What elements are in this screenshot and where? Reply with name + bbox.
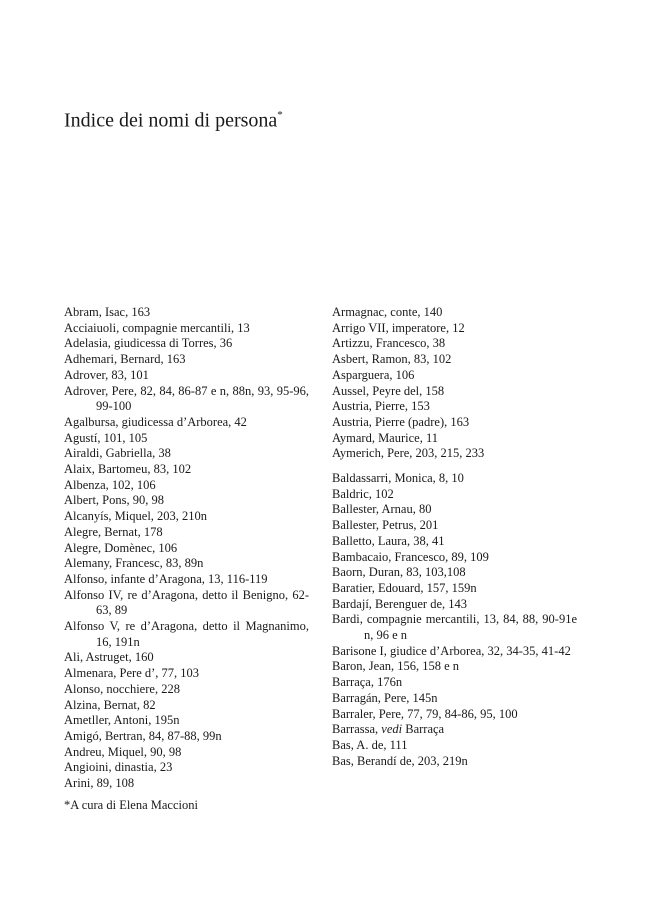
index-entry: Artizzu, Francesco, 38 — [332, 336, 446, 351]
index-entry: Bardají, Berenguer de, 143 — [332, 596, 468, 611]
index-entry: Airaldi, Gabriella, 38 — [64, 446, 171, 461]
index-entry: Alegre, Domènec, 106 — [64, 540, 178, 555]
index-entry: Adrover, Pere, 82, 84, 86-87 e n, 88n, 93, 95-96, 99-100 — [64, 383, 309, 414]
index-entry: Aymard, Maurice, 11 — [332, 430, 438, 445]
index-entry: Alfonso, infante d’Aragona, 13, 116-119 — [64, 571, 268, 586]
index-entry: Baratier, Edouard, 157, 159n — [332, 580, 477, 595]
index-entry: Acciaiuoli, compagnie mercantili, 13 — [64, 320, 250, 335]
index-entry: Baldassarri, Monica, 8, 10 — [332, 471, 464, 486]
index-entry: Abram, Isac, 163 — [64, 305, 151, 319]
index-entry: Arini, 89, 108 — [64, 776, 135, 791]
index-column-left — [64, 305, 309, 792]
index-entry: Austria, Pierre (padre), 163 — [332, 414, 470, 429]
index-entry: Bardi, compagnie mercantili, 13, 84, 88, 90-91e n, 96 e n — [332, 612, 577, 643]
index-entry: Ali, Astruget, 160 — [64, 650, 154, 665]
index-entry: Adhemari, Bernard, 163 — [64, 352, 186, 367]
index-entry: Arrigo VII, imperatore, 12 — [332, 320, 465, 335]
index-entry: Aymerich, Pere, 203, 215, 233 — [332, 446, 485, 461]
index-entry: Barisone I, giudice d’Arborea, 32, 34-35, 41-42 — [332, 643, 571, 658]
index-entry-cross-reference — [332, 722, 577, 738]
index-entry: Alonso, nocchiere, 228 — [64, 681, 180, 696]
footnote: *A cura di Elena Maccioni — [64, 798, 198, 812]
index-entry: Ballester, Arnau, 80 — [332, 502, 432, 517]
index-entry: Adrover, 83, 101 — [64, 367, 149, 382]
index-entry: Barraler, Pere, 77, 79, 84-86, 95, 100 — [332, 706, 518, 721]
index-entry: Aussel, Peyre del, 158 — [332, 383, 445, 398]
index-entry: Alaix, Bartomeu, 83, 102 — [64, 462, 192, 477]
index-entry: Alemany, Francesc, 83, 89n — [64, 556, 204, 571]
title-text: Indice dei nomi di persona — [64, 109, 278, 132]
index-entry: Alzina, Bernat, 82 — [64, 697, 156, 712]
cross-reference-target: Barraça — [402, 722, 445, 737]
index-entry: Barraça, 176n — [332, 675, 403, 690]
title-footnote-mark: * — [277, 109, 283, 121]
index-entry: Agalbursa, giudicessa d’Arborea, 42 — [64, 414, 247, 429]
index-entry: Baldric, 102 — [332, 486, 394, 501]
index-entry: Asbert, Ramon, 83, 102 — [332, 352, 452, 367]
index-entry: Baorn, Duran, 83, 103,108 — [332, 565, 466, 580]
index-entry: Bambacaio, Francesco, 89, 109 — [332, 549, 489, 564]
index-entry: Ametller, Antoni, 195n — [64, 713, 180, 728]
index-entry: Albert, Pons, 90, 98 — [64, 493, 164, 508]
cross-reference-vedi: vedi — [381, 722, 403, 737]
index-entry: Bas, A. de, 111 — [332, 737, 408, 752]
index-entry: Bas, Berandí de, 203, 219n — [332, 753, 468, 768]
index-entry: Alfonso V, re d’Aragona, detto il Magnanimo, 16, 191n — [64, 619, 309, 649]
letter-group-separator — [332, 462, 577, 471]
index-entry: Alegre, Bernat, 178 — [64, 524, 163, 539]
page-title — [64, 104, 283, 133]
index-entry: Austria, Pierre, 153 — [332, 399, 430, 414]
index-entry: Agustí, 101, 105 — [64, 430, 148, 445]
index-entry: Ballester, Petrus, 201 — [332, 518, 439, 533]
index-entry: Barragán, Pere, 145n — [332, 690, 438, 705]
cross-reference-head: Barrassa, — [332, 722, 382, 737]
index-entry: Alcanyís, Miquel, 203, 210n — [64, 509, 208, 524]
index-entry: Amigó, Bertran, 84, 87-88, 99n — [64, 728, 222, 743]
index-entry: Balletto, Laura, 38, 41 — [332, 533, 445, 548]
index-entry: Alfonso IV, re d’Aragona, detto il Benigno, 62-63, 89 — [64, 587, 309, 618]
index-entry: Asparguera, 106 — [332, 367, 415, 382]
index-entry: Baron, Jean, 156, 158 e n — [332, 659, 460, 674]
index-entry: Andreu, Miquel, 90, 98 — [64, 744, 182, 759]
index-entry: Angioini, dinastia, 23 — [64, 760, 173, 775]
index-entry: Armagnac, conte, 140 — [332, 305, 443, 319]
index-entry: Albenza, 102, 106 — [64, 477, 156, 492]
index-entry: Almenara, Pere d’, 77, 103 — [64, 666, 200, 681]
index-column-right — [332, 305, 577, 769]
index-entry: Adelasia, giudicessa di Torres, 36 — [64, 336, 233, 351]
